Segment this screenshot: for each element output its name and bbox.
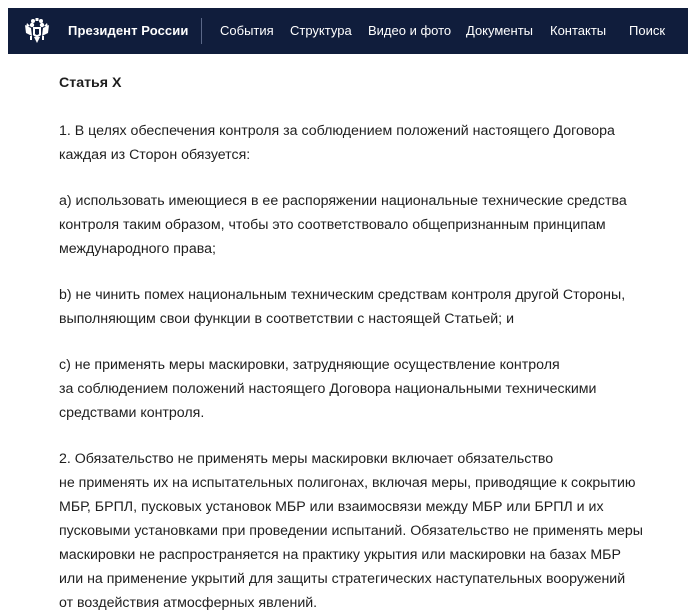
top-navigation-bar bbox=[8, 8, 688, 54]
paragraph-1c bbox=[59, 353, 669, 425]
paragraph-1 bbox=[59, 119, 669, 167]
paragraph-2 bbox=[59, 447, 669, 615]
paragraph-line: c) не применять меры маскировки, затрудняющие осуществление контроля bbox=[59, 357, 560, 373]
paragraph-line: 1. В целях обеспечения контроля за соблюдением положений настоящего Договора bbox=[59, 123, 615, 139]
paragraph-line: маскировки не распространяется на практику укрытия или маскировки на базах МБР bbox=[59, 547, 621, 563]
paragraph-line: МБР, БРПЛ, пусковых установок МБР или взаимосвязи между МБР или БРПЛ и их bbox=[59, 499, 604, 515]
article-title: Статья X bbox=[59, 75, 122, 91]
article-body bbox=[59, 64, 669, 615]
paragraph-line: за соблюдением положений настоящего Договора национальными техническими bbox=[59, 381, 597, 397]
paragraph-line: b) не чинить помех национальным техническим средствам контроля другой Стороны, bbox=[59, 287, 626, 303]
paragraph-line: 2. Обязательство не применять меры маскировки включает обязательство bbox=[59, 451, 554, 467]
double-headed-eagle-icon[interactable] bbox=[22, 16, 52, 46]
paragraph-line: каждая из Сторон обязуется: bbox=[59, 147, 251, 163]
nav-item-video-photo[interactable]: Видео и фото bbox=[368, 23, 452, 38]
paragraph-line: контроля таким образом, чтобы это соответствовало общепризнанным принципам bbox=[59, 217, 606, 233]
paragraph-1a bbox=[59, 189, 669, 261]
paragraph-line: от воздействия атмосферных явлений. bbox=[59, 595, 318, 611]
nav-item-structure[interactable]: Структура bbox=[290, 23, 352, 38]
paragraph-line: выполняющим свои функции в соответствии с настоящей Статьей; и bbox=[59, 311, 514, 327]
paragraph-1b bbox=[59, 283, 669, 331]
paragraph-line: или на применение укрытий для защиты стратегических наступательных вооружений bbox=[59, 571, 626, 587]
nav-divider bbox=[201, 18, 202, 44]
site-title-link[interactable]: Президент России bbox=[68, 23, 189, 38]
paragraph-line: средствами контроля. bbox=[59, 405, 205, 421]
paragraph-line: пусковыми установками при проведении испытаний. Обязательство не применять меры bbox=[59, 523, 643, 539]
paragraph-line: не применять их на испытательных полигонах, включая меры, приводящие к сокрытию bbox=[59, 475, 636, 491]
paragraph-line: международного права; bbox=[59, 241, 216, 257]
nav-item-events[interactable]: События bbox=[220, 23, 274, 38]
nav-item-documents[interactable]: Документы bbox=[466, 23, 534, 38]
nav-item-contacts[interactable]: Контакты bbox=[550, 23, 607, 38]
paragraph-line: a) использовать имеющиеся в ее распоряжении национальные технические средства bbox=[59, 193, 627, 209]
nav-item-search[interactable]: Поиск bbox=[629, 23, 666, 38]
